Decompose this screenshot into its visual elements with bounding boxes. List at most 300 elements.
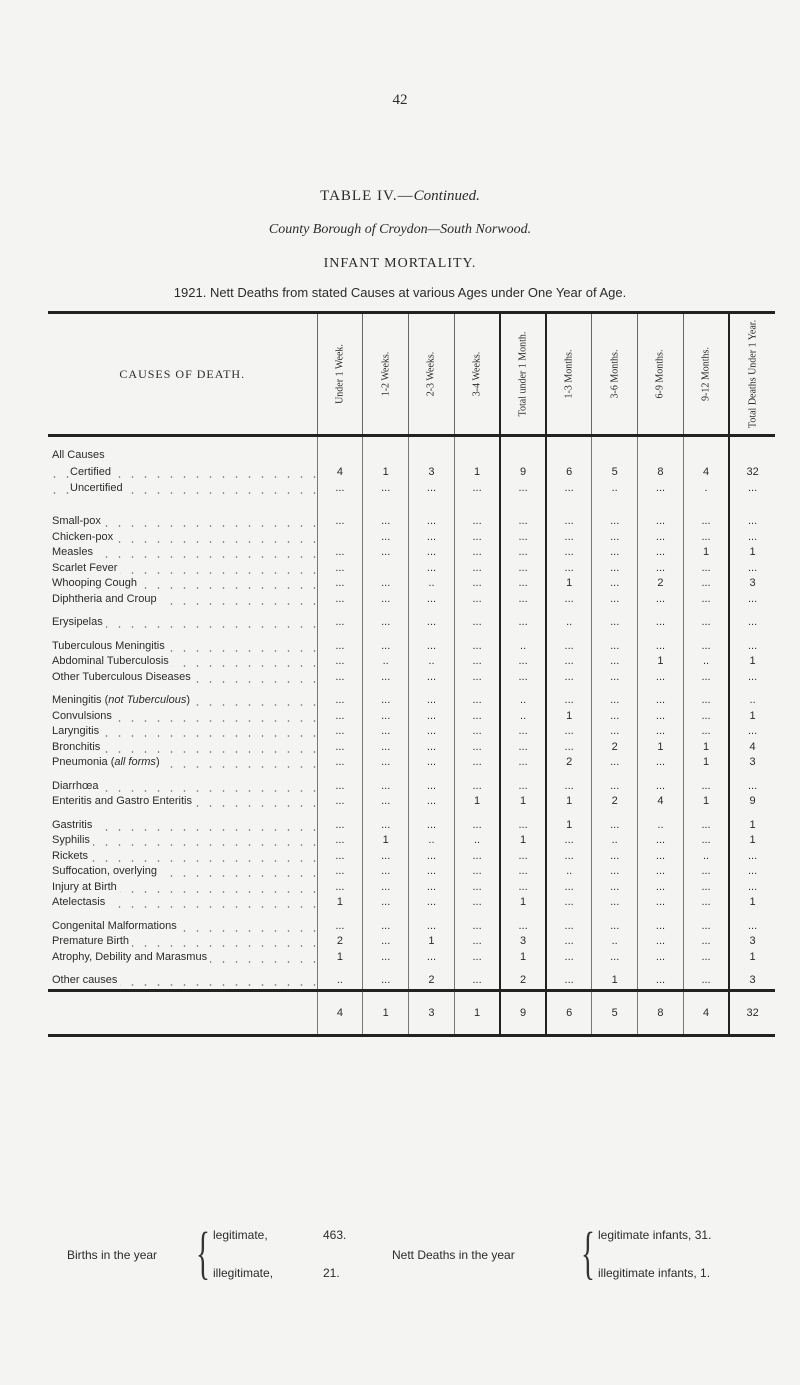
cause-cell — [48, 709, 317, 725]
table-row — [48, 545, 775, 561]
value-cell: ... — [317, 693, 363, 709]
value-cell: 3 — [500, 934, 546, 950]
value-cell: ... — [454, 818, 500, 834]
value-cell: ... — [638, 592, 684, 608]
column-header-age — [500, 313, 546, 436]
table-row — [48, 514, 775, 530]
table-row — [48, 880, 775, 896]
value-cell: 1 — [500, 895, 546, 911]
value-cell: ... — [454, 724, 500, 740]
spacer-cell — [454, 447, 500, 465]
value-cell: 1 — [454, 465, 500, 481]
value-cell: ... — [638, 864, 684, 880]
value-cell: ... — [363, 950, 409, 966]
spacer-cell — [592, 631, 638, 639]
spacer-cell — [729, 810, 775, 818]
births-label: Births in the year — [67, 1248, 158, 1262]
spacer-cell — [683, 447, 729, 465]
value-cell: ... — [409, 919, 455, 935]
value-cell: ... — [546, 950, 592, 966]
value-cell: 5 — [592, 465, 638, 481]
value-cell: ... — [592, 895, 638, 911]
spacer-cell — [546, 810, 592, 818]
spacer-cell — [729, 607, 775, 615]
cause-cell — [48, 833, 317, 849]
total-cell: 1 — [454, 990, 500, 1035]
cause-label: Certified — [70, 466, 114, 478]
spacer-cell — [317, 965, 363, 973]
cause-cell — [48, 514, 317, 530]
spacer-cell — [683, 496, 729, 514]
value-cell: ... — [454, 576, 500, 592]
value-cell: ... — [729, 779, 775, 795]
cause-cell — [48, 973, 317, 990]
value-cell: ... — [317, 709, 363, 725]
value-cell: ... — [546, 530, 592, 546]
table-row — [48, 755, 775, 771]
value-cell: 2 — [409, 973, 455, 990]
value-cell: ... — [729, 530, 775, 546]
value-cell: 1 — [317, 950, 363, 966]
value-cell: ... — [546, 833, 592, 849]
value-cell: ... — [317, 779, 363, 795]
column-header-label: 3-6 Months. — [609, 349, 621, 399]
value-cell: ... — [363, 545, 409, 561]
spacer-cell — [317, 436, 363, 448]
spacer-cell — [363, 810, 409, 818]
table-row — [48, 849, 775, 865]
value-cell: ... — [363, 514, 409, 530]
spacer-cell — [500, 911, 546, 919]
value-cell: ... — [546, 639, 592, 655]
table-row — [48, 934, 775, 950]
value-cell: ... — [317, 670, 363, 686]
spacer-cell — [409, 436, 455, 448]
spacer-cell — [592, 771, 638, 779]
table-title-suffix: Continued. — [413, 188, 480, 204]
value-cell: ... — [592, 514, 638, 530]
value-cell: ... — [317, 576, 363, 592]
cause-label: Diphtheria and Croup — [52, 593, 160, 605]
value-cell: ... — [454, 530, 500, 546]
value-cell: 9 — [729, 794, 775, 810]
value-cell: 1 — [683, 794, 729, 810]
value-cell: ... — [500, 880, 546, 896]
spacer-cell — [500, 496, 546, 514]
value-cell: ... — [317, 481, 363, 497]
value-cell: ... — [683, 639, 729, 655]
spacer-cell — [317, 911, 363, 919]
value-cell: ... — [454, 481, 500, 497]
spacer-cell — [638, 496, 684, 514]
spacer-cell — [409, 685, 455, 693]
column-header-label: 1-3 Months. — [563, 349, 575, 399]
spacer-cell — [592, 447, 638, 465]
spacer-row — [48, 436, 775, 448]
table-row — [48, 530, 775, 546]
value-cell: 1 — [409, 934, 455, 950]
value-cell: .. — [546, 864, 592, 880]
value-cell: ... — [409, 740, 455, 756]
column-header-age — [409, 313, 455, 436]
value-cell: .. — [683, 849, 729, 865]
table-row — [48, 740, 775, 756]
value-cell: ... — [409, 561, 455, 577]
value-cell: ... — [729, 880, 775, 896]
spacer-cell — [500, 685, 546, 693]
value-cell: ... — [638, 530, 684, 546]
value-cell: ... — [317, 724, 363, 740]
value-cell: ... — [363, 895, 409, 911]
value-cell: ... — [546, 724, 592, 740]
spacer-cell — [683, 810, 729, 818]
spacer-cell — [48, 607, 317, 615]
value-cell: ... — [546, 481, 592, 497]
value-cell: 1 — [729, 654, 775, 670]
value-cell: ... — [363, 919, 409, 935]
spacer-cell — [454, 911, 500, 919]
spacer-row — [48, 631, 775, 639]
value-cell: ... — [546, 670, 592, 686]
spacer-row — [48, 607, 775, 615]
value-cell: ... — [592, 818, 638, 834]
total-cell: 32 — [729, 990, 775, 1035]
value-cell: ... — [317, 880, 363, 896]
value-cell: ... — [409, 724, 455, 740]
spacer-cell — [638, 771, 684, 779]
value-cell: ... — [683, 864, 729, 880]
value-cell: ... — [363, 724, 409, 740]
spacer-cell — [48, 631, 317, 639]
value-cell: ... — [363, 934, 409, 950]
spacer-cell — [729, 771, 775, 779]
value-cell: ... — [409, 880, 455, 896]
spacer-cell — [363, 911, 409, 919]
value-cell: .. — [454, 833, 500, 849]
spacer-cell — [454, 496, 500, 514]
cause-cell — [48, 895, 317, 911]
total-cell: 9 — [500, 990, 546, 1035]
spacer-cell — [454, 810, 500, 818]
value-cell: 1 — [363, 465, 409, 481]
value-cell: ... — [683, 880, 729, 896]
cause-label: Scarlet Fever — [52, 562, 120, 574]
value-cell: ... — [683, 709, 729, 725]
value-cell: .. — [638, 818, 684, 834]
value-cell: ... — [683, 934, 729, 950]
spacer-cell — [729, 496, 775, 514]
value-cell: ... — [454, 950, 500, 966]
value-cell: ... — [683, 693, 729, 709]
value-cell: ... — [409, 530, 455, 546]
value-cell: 1 — [592, 973, 638, 990]
value-cell: ... — [638, 919, 684, 935]
value-cell: ... — [500, 864, 546, 880]
value-cell: 1 — [454, 794, 500, 810]
value-cell: ... — [454, 709, 500, 725]
cause-cell — [48, 670, 317, 686]
value-cell: ... — [409, 895, 455, 911]
value-cell: .. — [729, 693, 775, 709]
value-cell: 1 — [638, 654, 684, 670]
value-cell: ... — [454, 880, 500, 896]
value-cell: 1 — [546, 794, 592, 810]
value-cell: ... — [409, 864, 455, 880]
value-cell: ... — [363, 973, 409, 990]
value-cell — [317, 530, 363, 546]
value-cell: ... — [317, 514, 363, 530]
value-cell: ... — [363, 592, 409, 608]
table-row — [48, 576, 775, 592]
value-cell: ... — [454, 670, 500, 686]
value-cell: ... — [638, 950, 684, 966]
value-cell: ... — [317, 833, 363, 849]
value-cell: ... — [592, 755, 638, 771]
column-header-label: Under 1 Week. — [334, 344, 346, 404]
cause-label: Whooping Cough — [52, 577, 140, 589]
value-cell: .. — [317, 973, 363, 990]
spacer-cell — [317, 771, 363, 779]
value-cell: ... — [317, 639, 363, 655]
value-cell: 1 — [500, 794, 546, 810]
value-cell: ... — [454, 693, 500, 709]
spacer-cell — [500, 965, 546, 973]
cause-label: Injury at Birth — [52, 881, 120, 893]
value-cell: ... — [409, 592, 455, 608]
value-cell: ... — [454, 755, 500, 771]
spacer-cell — [546, 771, 592, 779]
totals-row — [48, 990, 775, 1035]
cause-cell — [48, 818, 317, 834]
value-cell: 1 — [638, 740, 684, 756]
table-heading: INFANT MORTALITY. — [323, 256, 477, 271]
spacer-cell — [546, 911, 592, 919]
spacer-cell — [546, 631, 592, 639]
value-cell: ... — [454, 864, 500, 880]
value-cell: .. — [683, 654, 729, 670]
spacer-cell — [409, 496, 455, 514]
value-cell: ... — [546, 934, 592, 950]
spacer-cell — [363, 607, 409, 615]
value-cell: ... — [317, 615, 363, 631]
cause-cell — [48, 724, 317, 740]
value-cell: ... — [500, 740, 546, 756]
value-cell: ... — [683, 973, 729, 990]
cause-label-italic: not Tuberculous — [108, 694, 187, 706]
value-cell: ... — [546, 561, 592, 577]
spacer-cell — [363, 496, 409, 514]
table-row — [48, 779, 775, 795]
cause-cell — [48, 740, 317, 756]
value-cell: ... — [546, 514, 592, 530]
value-cell: 1 — [546, 576, 592, 592]
value-cell: ... — [592, 919, 638, 935]
value-cell: 2 — [317, 934, 363, 950]
value-cell: ... — [638, 833, 684, 849]
value-cell: ... — [546, 592, 592, 608]
value-cell: ... — [638, 973, 684, 990]
value-cell: ... — [409, 615, 455, 631]
value-cell: 4 — [638, 794, 684, 810]
value-cell: ... — [454, 639, 500, 655]
spacer-cell — [546, 447, 592, 465]
value-cell: ... — [683, 919, 729, 935]
column-header-cause: CAUSES OF DEATH. — [48, 313, 317, 436]
cause-label: Chicken-pox — [52, 531, 116, 543]
value-cell: ... — [729, 592, 775, 608]
value-cell: ... — [592, 864, 638, 880]
value-cell: 1 — [683, 545, 729, 561]
value-cell: ... — [454, 514, 500, 530]
spacer-cell — [409, 911, 455, 919]
spacer-cell — [729, 631, 775, 639]
value-cell: ... — [683, 779, 729, 795]
value-cell: 2 — [500, 973, 546, 990]
value-cell: ... — [317, 592, 363, 608]
value-cell: . — [683, 481, 729, 497]
value-cell: ... — [729, 481, 775, 497]
value-cell: ... — [683, 592, 729, 608]
spacer-cell — [500, 607, 546, 615]
value-cell: 1 — [317, 895, 363, 911]
spacer-cell — [592, 685, 638, 693]
value-cell: .. — [409, 576, 455, 592]
spacer-cell — [638, 685, 684, 693]
value-cell: ... — [363, 481, 409, 497]
cause-cell — [48, 561, 317, 577]
value-cell: 1 — [729, 818, 775, 834]
value-cell: ... — [409, 670, 455, 686]
value-cell: ... — [592, 639, 638, 655]
value-cell: ... — [546, 919, 592, 935]
value-cell: ... — [500, 615, 546, 631]
value-cell: 1 — [500, 950, 546, 966]
deaths-brace: { — [580, 1220, 595, 1285]
cause-cell — [48, 693, 317, 709]
table-row — [48, 895, 775, 911]
cause-label: Other causes — [52, 974, 120, 986]
spacer-row — [48, 965, 775, 973]
value-cell: ... — [454, 895, 500, 911]
value-cell: ... — [363, 864, 409, 880]
cause-cell — [48, 481, 317, 497]
spacer-cell — [638, 911, 684, 919]
spacer-cell — [409, 447, 455, 465]
spacer-cell — [500, 436, 546, 448]
value-cell: ... — [683, 724, 729, 740]
value-cell: ... — [363, 779, 409, 795]
value-cell: ... — [454, 654, 500, 670]
value-cell: ... — [592, 576, 638, 592]
value-cell: ... — [546, 973, 592, 990]
table-row — [48, 864, 775, 880]
spacer-cell — [363, 965, 409, 973]
column-header-label: 2-3 Weeks. — [425, 351, 437, 397]
value-cell: ... — [638, 934, 684, 950]
value-cell: ... — [500, 755, 546, 771]
value-cell: .. — [409, 654, 455, 670]
value-cell: ... — [500, 514, 546, 530]
spacer-cell — [48, 496, 317, 514]
table-row — [48, 481, 775, 497]
spacer-cell — [638, 631, 684, 639]
total-cell: 6 — [546, 990, 592, 1035]
spacer-cell — [363, 436, 409, 448]
spacer-cell — [638, 810, 684, 818]
spacer-cell — [638, 965, 684, 973]
spacer-cell — [546, 496, 592, 514]
column-header-age — [546, 313, 592, 436]
header-row — [48, 313, 775, 436]
value-cell: ... — [683, 561, 729, 577]
spacer-cell — [317, 496, 363, 514]
spacer-cell — [454, 685, 500, 693]
value-cell: ... — [317, 545, 363, 561]
value-cell: ... — [546, 849, 592, 865]
cause-label: Measles — [52, 546, 96, 558]
deaths-illegitimate: illegitimate infants, 1. — [598, 1266, 711, 1280]
column-header-label: 3-4 Weeks. — [471, 351, 483, 397]
value-cell: ... — [683, 615, 729, 631]
value-cell: .. — [363, 654, 409, 670]
deaths-label: Nett Deaths in the year — [392, 1248, 515, 1262]
value-cell: 3 — [729, 973, 775, 990]
value-cell: ... — [409, 818, 455, 834]
value-cell: ... — [638, 779, 684, 795]
value-cell: ... — [638, 693, 684, 709]
table-row — [48, 654, 775, 670]
value-cell: ... — [592, 654, 638, 670]
value-cell: ... — [500, 576, 546, 592]
spacer-cell — [454, 631, 500, 639]
mortality-table — [48, 311, 775, 1037]
value-cell: 4 — [317, 465, 363, 481]
value-cell: ... — [638, 895, 684, 911]
births-legitimate-value: 463. — [323, 1228, 347, 1242]
spacer-cell — [317, 447, 363, 465]
value-cell: ... — [638, 481, 684, 497]
spacer-cell — [592, 810, 638, 818]
cause-cell — [48, 592, 317, 608]
column-header-label: 6-9 Months. — [654, 349, 666, 399]
value-cell: 32 — [729, 465, 775, 481]
cause-label: Uncertified — [70, 482, 126, 494]
spacer-row — [48, 685, 775, 693]
value-cell: ... — [729, 724, 775, 740]
value-cell: ... — [592, 950, 638, 966]
value-cell: ... — [592, 545, 638, 561]
spacer-cell — [363, 685, 409, 693]
value-cell: ... — [363, 740, 409, 756]
value-cell: 1 — [729, 833, 775, 849]
cause-cell — [48, 639, 317, 655]
value-cell: ... — [500, 919, 546, 935]
spacer-cell — [729, 447, 775, 465]
value-cell: ... — [546, 779, 592, 795]
cause-label: Laryngitis — [52, 725, 102, 737]
value-cell: ... — [454, 545, 500, 561]
spacer-cell — [592, 607, 638, 615]
value-cell: 1 — [363, 833, 409, 849]
spacer-cell — [454, 965, 500, 973]
value-cell — [363, 561, 409, 577]
cause-cell — [48, 779, 317, 795]
spacer-cell — [500, 810, 546, 818]
value-cell: 1 — [546, 709, 592, 725]
cause-cell — [48, 864, 317, 880]
value-cell: ... — [638, 615, 684, 631]
cause-label: Atelectasis — [52, 896, 108, 908]
